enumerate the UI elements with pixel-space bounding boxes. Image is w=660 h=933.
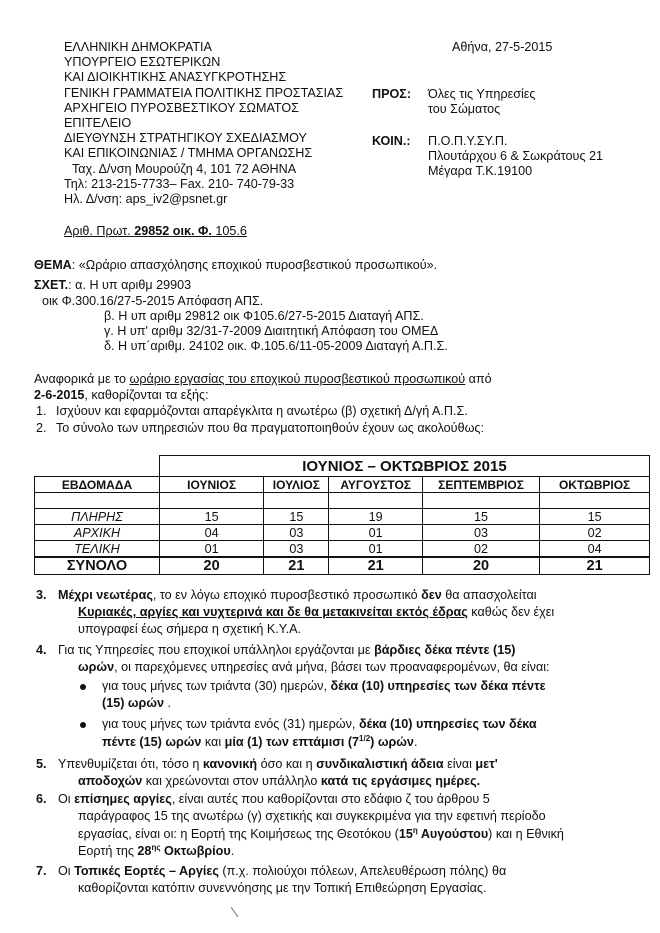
point3-restriction: Κυριακές, αργίες και νυχτερινά και δε θα μετακινείται εκτός έδρας (78, 605, 468, 619)
point3-not: δεν (421, 588, 442, 602)
table-row (35, 509, 650, 525)
point5-with: μετ' (475, 757, 498, 771)
point6-text: Οι (58, 792, 75, 806)
sender-line: ΚΑΙ ΔΙΟΙΚΗΤΙΚΗΣ ΑΝΑΣΥΓΚΡΟΤΗΣΗΣ (64, 70, 287, 85)
point-4-line-2 (78, 660, 550, 674)
row-label: ΠΛΗΡΗΣ (35, 509, 160, 525)
point6-text-5: Εορτή της (78, 844, 138, 859)
sender-line: Ταχ. Δ/νση Μουρούζη 4, 101 72 ΑΘΗΝΑ (72, 161, 297, 176)
point6-text-2: , είναι αυτές που καθορίζονται στο εδάφιο ζ του άρθρου 5 (171, 792, 490, 806)
sender-line: Ηλ. Δ/νση: aps_iv2@psnet.gr (64, 192, 228, 207)
table-cell: 19 (329, 509, 422, 525)
sender-block (64, 40, 343, 207)
point5-text-4: και χρεώνονται στον υπάλληλο (142, 774, 321, 788)
document-date: Αθήνα, 27-5-2015 (452, 40, 553, 54)
references-label: ΣΧΕΤ. (34, 278, 69, 292)
table-cell: 15 (422, 509, 539, 525)
reference-a: : α. Η υπ αριθμ 29903 (68, 278, 192, 292)
table-cell: 03 (264, 541, 329, 558)
point7-local: Τοπικές Εορτές – Αργίες (74, 864, 219, 878)
point-number: 5. (36, 757, 47, 771)
scan-mark (231, 907, 239, 917)
subject-line (34, 258, 437, 272)
point-3-line-2 (78, 605, 554, 619)
table-row (35, 541, 650, 558)
sender-line: ΚΑΙ ΕΠΙΚΟΙΝΩΝΙΑΣ / ΤΜΗΜΑ ΟΡΓΑΝΩΣΗΣ (64, 146, 313, 161)
point-6-line-3 (78, 826, 564, 841)
table-spacer-row (35, 493, 650, 509)
column-header: ΙΟΥΛΙΟΣ (264, 477, 329, 493)
point5-union: συνδικαλιστική άδεια (316, 757, 444, 771)
point-4-bullet-1 (102, 679, 546, 693)
point3-until-further: Μέχρι νεωτέρας (58, 588, 153, 602)
point6-sup: η (412, 826, 418, 835)
point-number: 2. (36, 421, 47, 435)
point-text: Ισχύουν και εφαρμόζονται απαρέγκλιτα η ανωτέρω (β) σχετική Δ/γή Α.Π.Σ. (56, 404, 468, 418)
table-cell: 03 (264, 525, 329, 541)
subject-text: : «Ωράριο απασχόλησης εποχικού πυροσβεστικού προσωπικού». (71, 258, 438, 272)
cc-line: Π.Ο.Π.Υ.ΣΥ.Π. (428, 134, 508, 148)
bullet2-hours-end: ) ωρών (370, 735, 414, 750)
point-6-line-1 (36, 792, 490, 806)
reference-item: β. Η υπ αριθμ 29812 οικ Φ105.6/27-5-2015 Διαταγή ΑΠΣ. (104, 309, 424, 323)
point3-text-2: θα απασχολείται (441, 588, 537, 602)
point6-28: 28 (137, 844, 152, 859)
reference-item: δ. Η υπ΄αριθμ. 24102 οικ. Φ.105.6/11-05-2009 Διαταγή Α.Π.Σ. (104, 339, 448, 354)
intro-pre: Αναφορικά με το (34, 372, 130, 386)
table-cell: 02 (422, 541, 539, 558)
intro-line (34, 372, 492, 386)
total-label: ΣΥΝΟΛΟ (35, 557, 160, 575)
point3-text-3: καθώς δεν έχει (467, 605, 555, 619)
bullet2-hours: πέντε (15) ωρών (102, 735, 202, 750)
subject-label: ΘΕΜΑ (34, 258, 72, 272)
point7-text-2: (π.χ. πολιούχοι πόλεων, Απελευθέρωση πόλης) θα (218, 864, 507, 878)
point6-text-3: εργασίας, είναι οι: η Εορτή της Κοιμήσεως της Θεοτόκου ( (78, 827, 399, 842)
table-cell: 02 (540, 525, 650, 541)
intro-line-2 (34, 388, 209, 402)
column-header: ΑΥΓΟΥΣΤΟΣ (329, 477, 422, 493)
point-number: 1. (36, 404, 47, 418)
protocol-prefix: Αριθ. Πρωτ. (64, 224, 131, 238)
point5-pay: αποδοχών (78, 774, 143, 788)
total-cell: 21 (540, 557, 650, 575)
bullet2-and: και (201, 735, 225, 750)
point4-shifts: βάρδιες δέκα πέντε (15) (374, 643, 516, 657)
sender-line: Τηλ: 213-215-7733– Fax. 210- 740-79-33 (64, 176, 295, 191)
reference-a-cont: οικ Φ.300.16/27-5-2015 Απόφαση ΑΠΣ. (42, 294, 264, 308)
sender-line: ΔΙΕΥΘΥΝΣΗ ΣΤΡΑΤΗΓΙΚΟΥ ΣΧΕΔΙΑΣΜΟΥ (64, 131, 307, 146)
intro-underlined: ωράριο εργασίας του εποχικού πυροσβεστικού προσωπικού (129, 372, 466, 386)
point6-august: Αυγούστου (417, 827, 489, 842)
bullet-icon (80, 722, 86, 728)
table-header-row (35, 477, 650, 493)
schedule-table (34, 455, 650, 575)
bullet2-one: μία (1) των επτάμισι (7 (224, 735, 360, 750)
reference-item: γ. Η υπ' αριθμ 32/31-7-2009 Διαιτητική Απόφαση του ΟΜΕΔ (104, 324, 439, 339)
point-number: 3. (36, 588, 47, 602)
table-cell: 01 (329, 541, 422, 558)
bullet1-text: για τους μήνες των τριάντα (30) ημερών, (102, 679, 331, 693)
protocol-value: 29852 (134, 224, 170, 238)
table-title: ΙΟΥΝΙΟΣ – ΟΚΤΩΒΡΙΟΣ 2015 (159, 456, 649, 477)
table-cell: 15 (264, 509, 329, 525)
point6-text-4: ) και η Εθνική (488, 827, 564, 842)
point-1 (36, 404, 468, 418)
protocol-file: 105.6 (215, 224, 247, 238)
point6-15: 15 (398, 827, 413, 842)
point-4-bullet-2 (102, 717, 537, 731)
references-first (34, 278, 191, 292)
table-cell: 04 (159, 525, 263, 541)
to-line: του Σώματος (428, 102, 501, 117)
point-5-line-2 (78, 774, 480, 788)
column-header: ΣΕΠΤΕΜΒΡΙΟΣ (422, 477, 539, 493)
total-cell: 20 (159, 557, 263, 575)
column-header: ΟΚΤΩΒΡΙΟΣ (540, 477, 650, 493)
point4-hours: ωρών (78, 660, 115, 674)
table-cell: 01 (329, 525, 422, 541)
point5-regular: κανονική (202, 757, 258, 771)
cc-label: ΚΟΙΝ.: (372, 134, 411, 148)
column-header: ΙΟΥΝΙΟΣ (159, 477, 263, 493)
point-7-line-1 (36, 864, 506, 878)
point-5-line-1 (36, 757, 498, 771)
row-label: ΑΡΧΙΚΗ (35, 525, 160, 541)
point6-sup-2: ης (151, 843, 161, 852)
sender-line: ΥΠΟΥΡΓΕΙΟ ΕΣΩΤΕΡΙΚΩΝ (64, 55, 221, 70)
point-number: 4. (36, 643, 47, 657)
point7-text: Οι (58, 864, 75, 878)
references-list (104, 309, 448, 355)
sender-line: ΓΕΝΙΚΗ ΓΡΑΜΜΑΤΕΙΑ ΠΟΛΙΤΙΚΗΣ ΠΡΟΣΤΑΣΙΑΣ (64, 85, 344, 100)
point-6-line-4 (78, 843, 234, 858)
point-3-line-3: υπογραφεί έως σήμερα η σχετική Κ.Υ.Α. (78, 622, 301, 636)
bullet-icon (80, 684, 86, 690)
bullet1-hours: (15) ωρών (102, 696, 164, 710)
protocol-oik: οικ. Φ. (172, 224, 212, 238)
point-7-line-2: καθορίζονται κατόπιν συνεννόησης με την Τοπική Επιθεώρηση Εργασίας. (78, 881, 487, 895)
table-cell: 15 (159, 509, 263, 525)
point3-text: , το εν λόγω εποχικό πυροσβεστικό προσωπικό (152, 588, 422, 602)
table-cell: 03 (422, 525, 539, 541)
table-row (35, 525, 650, 541)
total-cell: 20 (422, 557, 539, 575)
point5-text: Υπενθυμίζεται ότι, τόσο η (58, 757, 203, 771)
to-line: Όλες τις Υπηρεσίες (428, 87, 536, 101)
point4-text: Για τις Υπηρεσίες που εποχικοί υπάλληλοι εργάζονται με (58, 643, 375, 657)
point-number: 6. (36, 792, 47, 806)
total-cell: 21 (264, 557, 329, 575)
point5-workdays: κατά τις εργάσιμες ημέρες. (320, 774, 481, 788)
intro-post: από (465, 372, 492, 386)
point4-text-2: , οι παρεχόμενες υπηρεσίες ανά μήνα, βάσει των προαναφερομένων, θα είναι: (114, 660, 550, 674)
bullet2-text: για τους μήνες των τριάντα ενός (31) ημερών, (102, 717, 359, 731)
bullet1-bold: δέκα (10) υπηρεσίες των δέκα πέντε (330, 679, 546, 693)
bullet2-end: . (413, 735, 418, 750)
protocol-number (64, 224, 247, 238)
intro-rest: , καθορίζονται τα εξής: (84, 388, 209, 402)
point-2 (36, 421, 484, 435)
point5-text-3: είναι (443, 757, 476, 771)
table-cell: 01 (159, 541, 263, 558)
to-label: ΠΡΟΣ: (372, 87, 412, 101)
column-header: ΕΒΔΟΜΑΔΑ (35, 477, 160, 493)
bullet1-end: . (163, 696, 171, 710)
total-cell: 21 (329, 557, 422, 575)
sender-line: ΕΛΛΗΝΙΚΗ ΔΗΜΟΚΡΑΤΙΑ (64, 40, 212, 54)
point-text: Το σύνολο των υπηρεσιών που θα πραγματοποιηθούν έχουν ως ακολούθως: (56, 421, 484, 435)
point-3-line-1 (36, 588, 537, 602)
point-6-line-2: παράγραφος 15 της ανωτέρω (γ) σχετικής και συγκεκριμένα για την εφετινή περίοδο (78, 809, 546, 823)
point6-holidays: επίσημες αργίες (74, 792, 172, 806)
table-title-row (35, 456, 650, 477)
intro-date: 2-6-2015 (34, 388, 85, 402)
sender-line: ΑΡΧΗΓΕΙΟ ΠΥΡΟΣΒΕΣΤΙΚΟΥ ΣΩΜΑΤΟΣ (64, 100, 299, 115)
point6-october: Οκτωβρίου (160, 844, 231, 859)
table-cell: 04 (540, 541, 650, 558)
table-total-row (35, 557, 650, 575)
table-empty-cell (35, 456, 160, 477)
to-recipients (428, 87, 535, 117)
bullet2-bold: δέκα (10) υπηρεσίες των δέκα (358, 717, 537, 731)
point-4-bullet-2-cont (102, 734, 417, 749)
cc-recipients (428, 134, 603, 180)
sender-line: ΕΠΙΤΕΛΕΙΟ (64, 116, 132, 131)
point-4-bullet-1-cont (102, 696, 171, 710)
cc-line: Πλουτάρχου 6 & Σωκράτους 21 (428, 149, 604, 164)
row-label: ΤΕΛΙΚΗ (35, 541, 160, 558)
cc-line: Μέγαρα Τ.Κ.19100 (428, 164, 533, 179)
point5-text-2: όσο και η (257, 757, 317, 771)
point-4-line-1 (36, 643, 515, 657)
point6-end: . (230, 844, 235, 859)
point-number: 7. (36, 864, 47, 878)
bullet2-sup: 1/2 (359, 734, 371, 743)
table-cell: 15 (540, 509, 650, 525)
